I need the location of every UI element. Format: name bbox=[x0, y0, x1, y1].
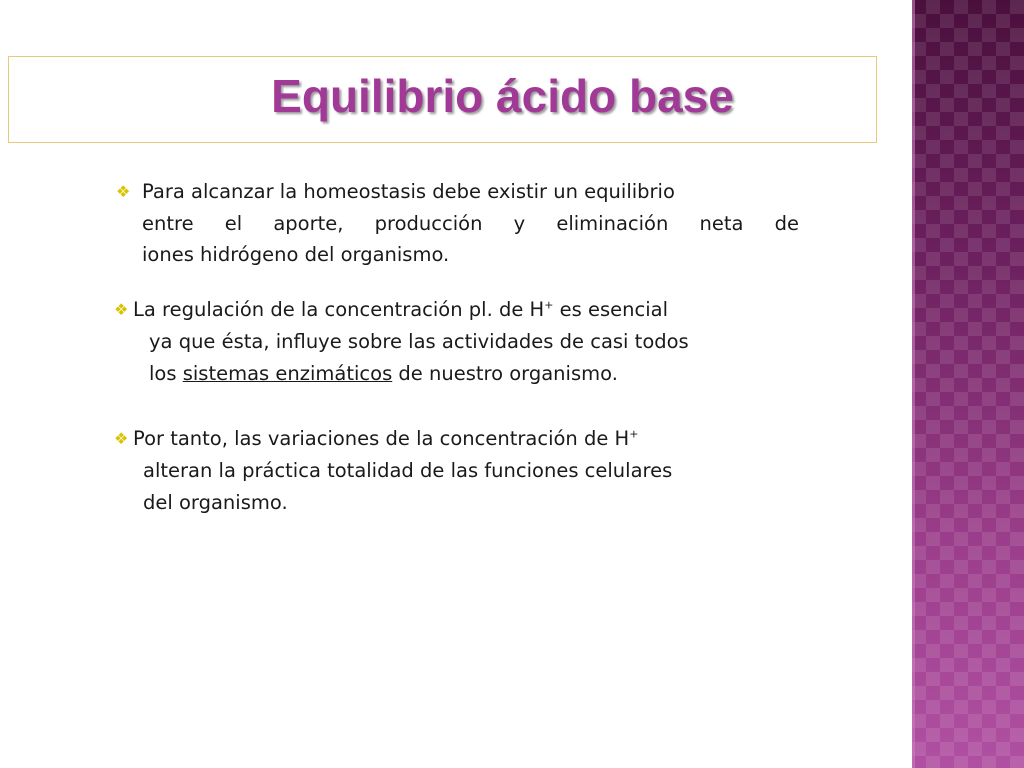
diamond-bullet-icon: ❖ bbox=[116, 182, 131, 201]
text: de nuestro organismo. bbox=[392, 362, 618, 385]
bullet-3-line-3: del organismo. bbox=[143, 491, 288, 514]
underlined-term[interactable]: sistemas enzimáticos bbox=[182, 362, 393, 385]
slide-title: Equilibrio ácido base bbox=[271, 70, 734, 122]
superscript-plus: + bbox=[629, 427, 639, 441]
word: de bbox=[774, 212, 799, 235]
bullet-2-line-2: ya que ésta, influye sobre las actividades de casi todos bbox=[149, 330, 689, 353]
bullet-1-line-2 bbox=[142, 208, 799, 239]
bullet-1-line-3: iones hidrógeno del organismo. bbox=[142, 243, 450, 266]
word: aporte, bbox=[273, 212, 344, 235]
text: Por tanto, las variaciones de la concentración de H bbox=[133, 427, 630, 450]
bullet-1-line-1: Para alcanzar la homeostasis debe existir un equilibrio bbox=[142, 180, 675, 203]
word: entre bbox=[142, 212, 194, 235]
diamond-bullet-icon: ❖ bbox=[114, 429, 129, 448]
word: y bbox=[513, 212, 526, 235]
bullet-3-line-2: alteran la práctica totalidad de las funciones celulares bbox=[143, 459, 673, 482]
word: el bbox=[224, 212, 243, 235]
text: La regulación de la concentración pl. de H bbox=[133, 298, 545, 321]
text: los bbox=[149, 362, 183, 385]
word: producción bbox=[374, 212, 483, 235]
side-band-edge bbox=[912, 0, 915, 768]
title-box bbox=[8, 56, 877, 143]
decorative-side-band bbox=[912, 0, 1024, 768]
bullet-2-line-1 bbox=[133, 294, 668, 325]
bullet-2-line-3 bbox=[149, 358, 618, 389]
superscript-plus: + bbox=[544, 298, 554, 312]
diamond-bullet-icon: ❖ bbox=[114, 300, 129, 319]
word: eliminación bbox=[556, 212, 669, 235]
text: es esencial bbox=[553, 298, 669, 321]
bullet-3-line-1 bbox=[133, 423, 638, 454]
word: neta bbox=[699, 212, 744, 235]
